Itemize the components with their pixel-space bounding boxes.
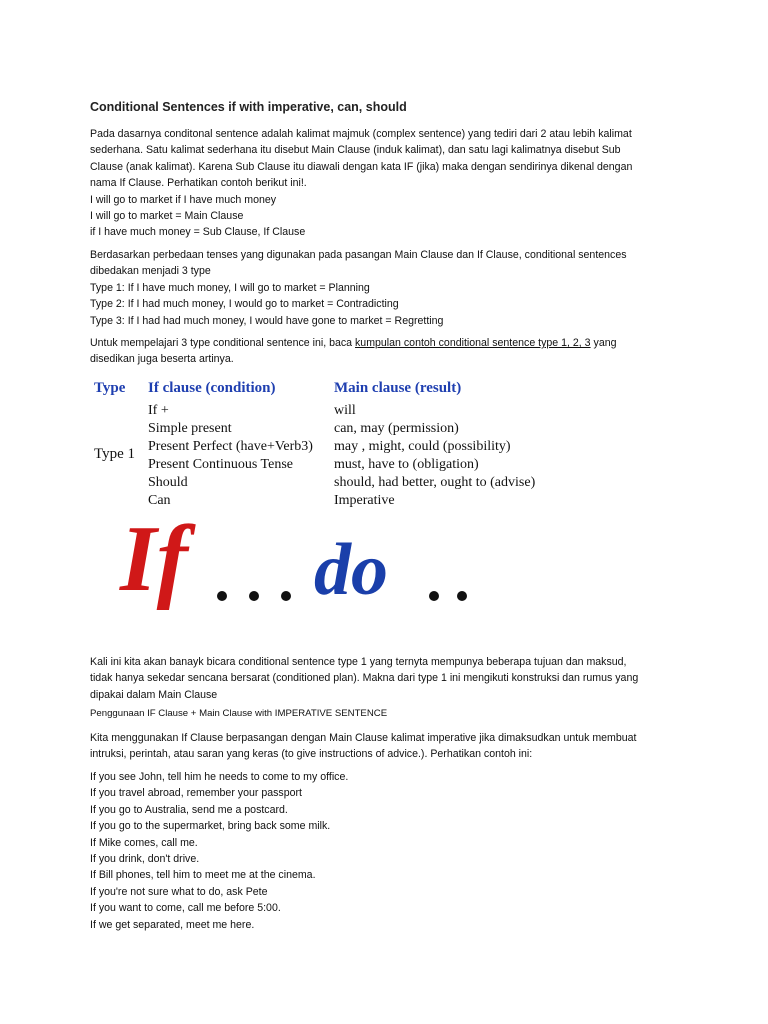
- text-line: I will go to market = Main Clause: [90, 210, 244, 223]
- text-line: disedikan juga beserta artinya.: [90, 353, 234, 366]
- text-line: if I have much money = Sub Clause, If Clause: [90, 226, 306, 239]
- page-title: Conditional Sentences if with imperative, can, should: [90, 100, 407, 114]
- list-item: If Mike comes, call me.: [90, 836, 198, 849]
- if-clause-cell: Present Continuous Tense: [148, 457, 293, 472]
- graphic-dot: [217, 591, 227, 601]
- text-line: intruksi, perintah, atau saran yang keras (to give instructions of advice.). Perhatikan contoh ini:: [90, 748, 533, 761]
- text-line: tidak hanya sekedar sencana bersarat (conditioned plan). Makna dari type 1 ini mengikuti konstruksi dan rumus yang: [90, 672, 639, 685]
- header-main-clause: Main clause (result): [334, 380, 462, 396]
- examples-list: [90, 769, 680, 933]
- main-clause-cell: must, have to (obligation): [334, 457, 479, 472]
- type1-paragraph: [90, 654, 680, 703]
- graphic-dot: [281, 591, 291, 601]
- graphic-word-if: If: [120, 512, 188, 611]
- imperative-paragraph: [90, 730, 680, 763]
- graphic-dot: [249, 591, 259, 601]
- text-fragment: yang: [590, 337, 617, 349]
- main-clause-cell: Imperative: [334, 493, 395, 508]
- if-clause-cell: If +: [148, 403, 169, 418]
- list-item: If you see John, tell him he needs to come to my office.: [90, 771, 349, 783]
- intro-paragraph: [90, 126, 680, 241]
- section-subheading: Penggunaan IF Clause + Main Clause with IMPERATIVE SENTENCE: [90, 708, 388, 719]
- main-clause-cell: may , might, could (possibility): [334, 439, 511, 454]
- main-clause-cell: can, may (permission): [334, 421, 459, 436]
- if-do-graphic: [118, 512, 478, 612]
- text-line: dipakai dalam Main Clause: [90, 688, 218, 701]
- text-line: nama If Clause. Perhatikan contoh berikut ini!.: [90, 177, 307, 190]
- if-clause-cell: Can: [148, 493, 171, 508]
- text-line: Type 2: If I had much money, I would go to market = Contradicting: [90, 298, 399, 311]
- graphic-dot: [457, 591, 467, 601]
- header-type: Type: [94, 380, 126, 396]
- text-fragment: Untuk mempelajari 3 type conditional sentence ini, baca: [90, 337, 355, 349]
- list-item: If Bill phones, tell him to meet me at the cinema.: [90, 869, 316, 882]
- list-item: If we get separated, meet me here.: [90, 918, 255, 931]
- text-line: [90, 335, 680, 351]
- list-item: If you go to the supermarket, bring back some milk.: [90, 820, 331, 833]
- text-line: I will go to market if I have much money: [90, 193, 277, 206]
- text-line: Kali ini kita akan banayk bicara conditional sentence type 1 yang ternyta mempunya beberapa tujuan dan maksud,: [90, 656, 627, 668]
- text-line: Type 1: If I have much money, I will go to market = Planning: [90, 281, 370, 294]
- list-item: If you drink, don't drive.: [90, 853, 200, 866]
- types-paragraph: [90, 247, 680, 329]
- text-line: Pada dasarnya conditonal sentence adalah kalimat majmuk (complex sentence) yang tediri dari 2 atau lebih kalimat: [90, 128, 632, 140]
- if-clause-cell: Present Perfect (have+Verb3): [148, 439, 313, 454]
- text-line: Kita menggunakan If Clause berpasangan dengan Main Clause kalimat imperative jika dimaksudkan untuk membuat: [90, 732, 637, 744]
- main-clause-cell: will: [334, 403, 356, 418]
- text-line: dibedakan menjadi 3 type: [90, 265, 211, 278]
- text-line: sederhana. Satu kalimat sederhana itu disebut Main Clause (induk kalimat), dan satu lagi kalimatnya disebut Sub: [90, 144, 621, 157]
- graphic-dot: [429, 591, 439, 601]
- collection-link[interactable]: kumpulan contoh conditional sentence type 1, 2, 3: [355, 337, 591, 349]
- main-clause-cell: should, had better, ought to (advise): [334, 475, 536, 490]
- list-item: If you're not sure what to do, ask Pete: [90, 885, 268, 898]
- learn-paragraph: [90, 335, 680, 368]
- list-item: If you want to come, call me before 5:00.: [90, 902, 281, 915]
- text-line: Berdasarkan perbedaan tenses yang digunakan pada pasangan Main Clause dan If Clause, conditional sentences: [90, 249, 627, 261]
- if-clause-cell: Should: [148, 475, 188, 490]
- type-label: Type 1: [94, 446, 136, 462]
- header-if-clause: If clause (condition): [148, 380, 276, 396]
- text-line: Clause (anak kalimat). Karena Sub Clause itu diawali dengan kata IF (jika) maka dengan sendirinya dikenal dengan: [90, 160, 633, 173]
- if-clause-cell: Simple present: [148, 421, 232, 436]
- graphic-word-do: do: [314, 529, 388, 611]
- list-item: If you travel abroad, remember your passport: [90, 787, 302, 800]
- text-line: Type 3: If I had had much money, I would have gone to market = Regretting: [90, 314, 444, 327]
- list-item: If you go to Australia, send me a postcard.: [90, 803, 288, 816]
